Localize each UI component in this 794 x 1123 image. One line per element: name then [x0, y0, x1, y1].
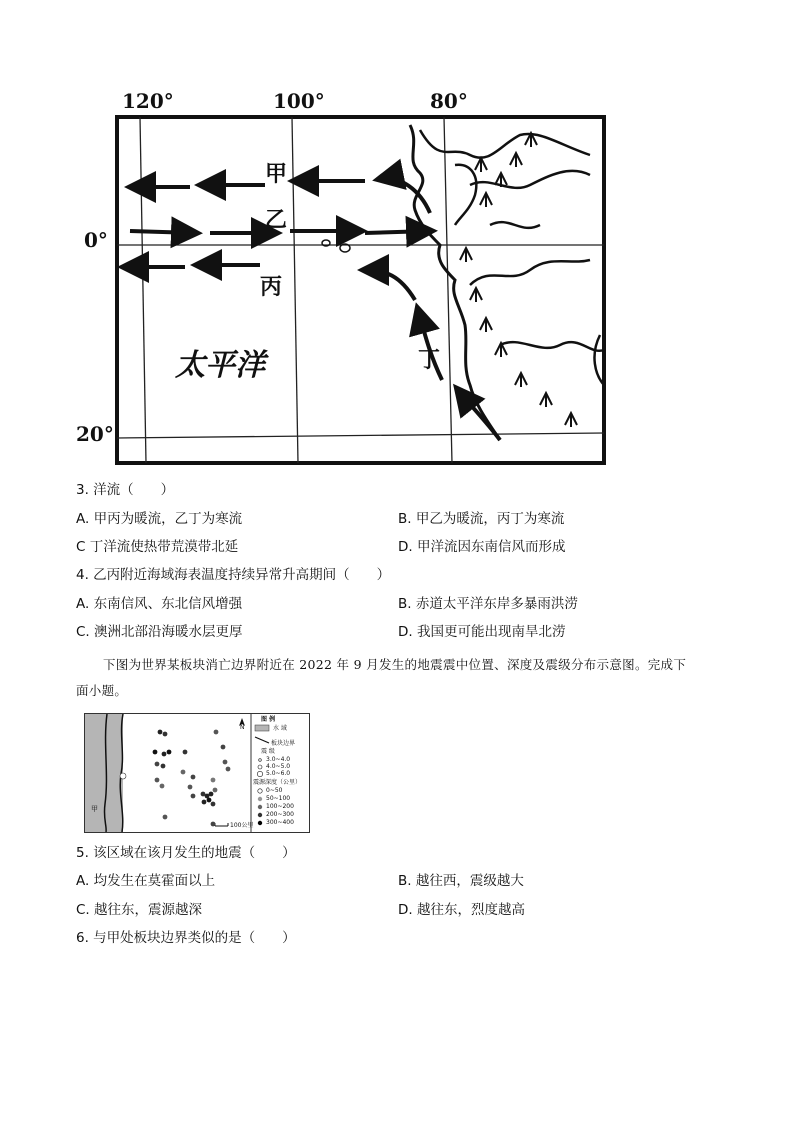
epicenter-dot [213, 788, 218, 793]
lon-label-100: 100° [273, 89, 325, 113]
epicenter-dot [163, 815, 168, 820]
epicenter-dot [209, 792, 214, 797]
q4-option-a: A. 东南信风、东北信风增强 [76, 596, 243, 612]
current-yi-arrow-4 [365, 231, 430, 233]
epicenter-dot [211, 822, 216, 827]
epicenter-dot [162, 752, 167, 757]
coastline [410, 125, 500, 440]
legend-depth-3: 100~200 [266, 803, 294, 810]
intro-line-1: 下图为世界某板块消亡边界附近在 2022 年 9 月发生的地震震中位置、深度及震级分布示意图。完成下 [103, 657, 687, 672]
meridian-100 [292, 117, 298, 463]
epicenter-dot [211, 802, 216, 807]
earthquake-map [84, 713, 310, 833]
intro-line-2: 面小题。 [76, 683, 128, 698]
current-ding-arrow-2 [458, 390, 500, 440]
epicenter-dot [161, 764, 166, 769]
q6-stem: 6. 与甲处板块边界类似的是（ ） [76, 930, 296, 946]
lon-label-80: 80° [430, 89, 468, 113]
epicenter-dot [160, 784, 165, 789]
epicenter-dot [226, 767, 231, 772]
epicenter-dot [191, 775, 196, 780]
epicenter-dot [155, 778, 160, 783]
epicenter-dot [191, 794, 196, 799]
label-jia: 甲 [265, 161, 288, 187]
epicenter-dot [183, 750, 188, 755]
q3-option-b: B. 甲乙为暖流，丙丁为寒流 [398, 511, 565, 527]
q3-option-a: A. 甲丙为暖流，乙丁为寒流 [76, 511, 243, 527]
q5-option-c: C. 越往东，震源越深 [76, 902, 203, 918]
epicenter-dot [221, 745, 226, 750]
label-yi: 乙 [265, 207, 288, 233]
q5-option-d: D. 越往东，烈度越高 [398, 902, 525, 918]
legend-title: 图 例 [261, 716, 276, 723]
epicenter-dot [155, 762, 160, 767]
current-yi-arrow-1 [130, 231, 195, 233]
epicenter-dot [181, 770, 186, 775]
legend-depth-2: 50~100 [266, 795, 291, 802]
label-bing: 丙 [260, 274, 283, 300]
q3-option-c: C 丁洋流使热带荒漠带北延 [76, 539, 239, 555]
epicenter-dot [158, 730, 163, 735]
q4-option-c: C. 澳洲北部沿海暖水层更厚 [76, 624, 243, 640]
legend-mag-title: 震 级 [261, 748, 275, 755]
q5-stem: 5. 该区域在该月发生的地震（ ） [76, 845, 296, 861]
legend-boundary: 板块边界 [271, 740, 296, 747]
epicenter-dot [211, 778, 216, 783]
legend-depth-4: 200~300 [266, 811, 294, 818]
meridian-80 [444, 117, 452, 463]
q4-stem: 4. 乙丙附近海域海表温度持续异常升高期间（ ） [76, 567, 391, 583]
legend-depth-1: 0~50 [266, 787, 283, 794]
label-pacific: 太平洋 [175, 348, 265, 383]
epicenter-dot [167, 750, 172, 755]
map-frame [117, 117, 604, 463]
lat-label-20: 20° [76, 422, 114, 446]
legend-mag-3: 5.0~6.0 [266, 770, 291, 777]
q3-option-d: D. 甲洋流因东南信风而形成 [398, 539, 566, 555]
legend-water: 水 域 [273, 725, 287, 732]
q5-option-b: B. 越往西，震级越大 [398, 873, 524, 889]
q5-option-a: A. 均发生在莫霍面以上 [76, 873, 216, 889]
epicenter-dot [202, 800, 207, 805]
q4-option-d: D. 我国更可能出现南旱北涝 [398, 624, 566, 640]
legend-depth-5: 300~400 [266, 819, 294, 826]
epicenter-dot [188, 785, 193, 790]
legend-mag-2: 4.0~5.0 [266, 763, 291, 770]
epicenter-dot [153, 750, 158, 755]
q3-stem: 3. 洋流（ ） [76, 482, 175, 498]
legend-depth-title: 震源深度（公里） [253, 779, 302, 786]
q4-option-b: B. 赤道太平洋东岸多暴雨洪涝 [398, 596, 578, 612]
north-label: N [240, 724, 245, 731]
current-bing-arrow-3 [365, 270, 415, 300]
scale-label: 100公里 [230, 822, 254, 829]
map2-plate-label: 甲 [91, 805, 98, 813]
meridian-120 [140, 117, 146, 463]
epicenter-dot [207, 798, 212, 803]
epicenter-dot [214, 730, 219, 735]
legend-mag-1: 3.0~4.0 [266, 756, 291, 763]
label-ding: 丁 [418, 347, 441, 373]
lon-label-120: 120° [122, 89, 174, 113]
ocean-current-map [70, 85, 630, 475]
lat-20-line [117, 433, 604, 438]
lat-label-0: 0° [84, 228, 108, 252]
epicenter-dot [163, 732, 168, 737]
epicenter-dot [223, 760, 228, 765]
